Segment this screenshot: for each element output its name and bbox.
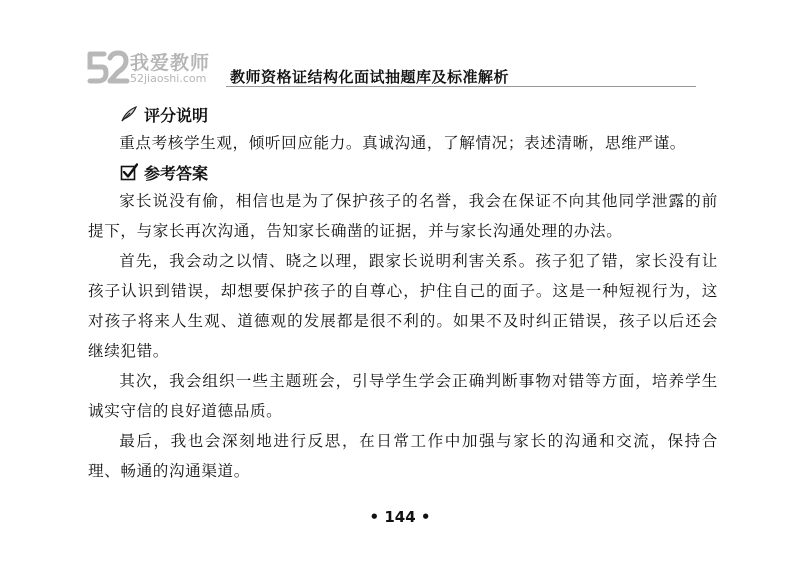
page-header	[86, 46, 726, 92]
site-logo	[86, 46, 226, 92]
book-title: 教师资格证结构化面试抽题库及标准解析	[230, 68, 510, 86]
header-divider	[226, 86, 696, 87]
page-number: • 144 •	[369, 508, 431, 526]
logo-title: 我爱教师	[130, 52, 211, 74]
answer-section-heading	[88, 158, 718, 186]
quill-pen-icon	[120, 105, 138, 123]
page-content	[88, 100, 718, 486]
logo-52-icon	[86, 48, 130, 88]
answer-paragraph: 家长说没有偷，相信也是为了保护孩子的名誉，我会在保证不向其他同学泄露的前提下，与家长再次沟通，告知家长确凿的证据，并与家长沟通处理的办法。	[88, 192, 718, 240]
answer-paragraph: 其次，我会组织一些主题班会，引导学生学会正确判断事物对错等方面，培养学生诚实守信的良好道德品质。	[88, 372, 718, 420]
answer-title: 参考答案	[144, 163, 209, 183]
scoring-title: 评分说明	[144, 105, 209, 125]
checkbox-checked-icon	[120, 163, 138, 181]
logo-url: 52jiaoshi.com	[130, 72, 207, 85]
answer-paragraph: 最后，我也会深刻地进行反思，在日常工作中加强与家长的沟通和交流，保持合理、畅通的沟通渠道。	[88, 432, 718, 480]
scoring-text: 重点考核学生观，倾听回应能力。真诚沟通，了解情况；表述清晰，思维严谨。	[119, 134, 686, 152]
scoring-section-heading	[88, 100, 718, 128]
answer-paragraph: 首先，我会动之以情、晓之以理，跟家长说明利害关系。孩子犯了错，家长没有让孩子认识到错误，却想要保护孩子的自尊心，护住自己的面子。这是一种短视行为，这对孩子将来人生观、道德观的发展都是很不利的。如果不及时纠正错误，孩子以后还会继续犯错。	[88, 252, 718, 360]
